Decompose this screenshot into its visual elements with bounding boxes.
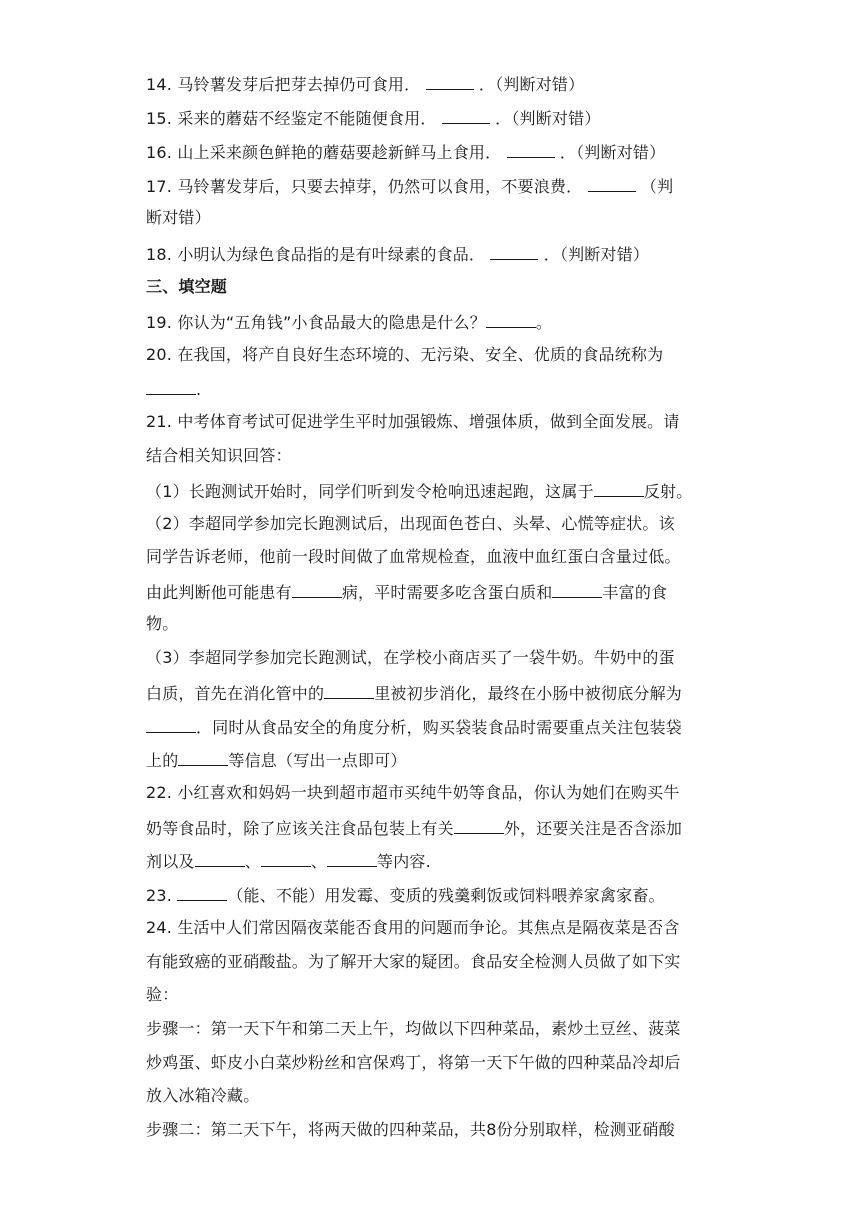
- question-21-part-2-cont: [146, 614, 178, 634]
- question-22-cont: [146, 817, 682, 839]
- answer-blank[interactable]: [588, 175, 636, 192]
- question-text: 放入冰箱冷藏。: [146, 1086, 260, 1105]
- answer-blank[interactable]: [327, 850, 377, 867]
- question-21-part-3-cont: [146, 749, 407, 771]
- question-suffix: ．同时从食品安全的角度分析，购买袋装食品时需要重点关注包装袋: [196, 718, 683, 737]
- question-text: 病，平时需要多吃含蛋白质和: [341, 583, 553, 602]
- question-18: [146, 243, 649, 265]
- question-suffix: ．（判断对错）: [489, 109, 601, 128]
- question-text: 19. 你认为“五角钱”小食品最大的隐患是什么？: [146, 313, 486, 332]
- answer-blank[interactable]: [552, 581, 602, 598]
- answer-blank[interactable]: [177, 884, 227, 901]
- question-text: 22. 小红喜欢和妈妈一块到超市超市买纯牛奶等食品，你认为她们在购买牛: [146, 783, 680, 802]
- question-21-part-3-cont: [146, 682, 682, 704]
- question-suffix: 等内容.: [377, 852, 431, 871]
- answer-blank[interactable]: [507, 141, 555, 158]
- separator: 、: [310, 852, 328, 871]
- answer-blank[interactable]: [195, 850, 245, 867]
- question-suffix: 。: [535, 313, 553, 332]
- question-text: 15. 采来的蘑菇不经鉴定不能随便食用．: [146, 109, 442, 128]
- question-suffix: ．（判断对错）: [554, 143, 666, 162]
- answer-blank[interactable]: [178, 749, 228, 766]
- question-text: 18. 小明认为绿色食品指的是有叶绿素的食品．: [146, 245, 491, 264]
- question-15: [146, 107, 601, 129]
- answer-blank[interactable]: [146, 716, 196, 733]
- question-text: 21. 中考体育考试可促进学生平时加强锻炼、增强体质，做到全面发展。请: [146, 412, 680, 431]
- question-text: 同学告诉老师，他前一段时间做了血常规检查，血液中血红蛋白含量过低。: [146, 547, 681, 566]
- question-19: [146, 311, 552, 333]
- question-text: 验：: [146, 985, 179, 1004]
- question-suffix: ．（判断对错）: [473, 75, 585, 94]
- separator: 、: [244, 852, 261, 871]
- question-text: （3）李超同学参加完长跑测试，在学校小商店买了一袋牛奶。牛奶中的蛋: [146, 648, 675, 667]
- question-text: （1）长跑测试开始时，同学们听到发令枪响迅速起跑，这属于: [146, 482, 594, 501]
- question-suffix: 外，还要关注是否含添加: [503, 819, 683, 838]
- question-text: 断对错）: [146, 208, 211, 227]
- question-21: [146, 412, 680, 432]
- question-21-part-1: [146, 480, 692, 502]
- question-text: 物。: [146, 614, 179, 633]
- question-21-part-2-cont: [146, 581, 667, 603]
- question-text: 24. 生活中人们常因隔夜菜能否食用的问题而争论。其焦点是隔夜菜是否含: [146, 918, 680, 937]
- question-suffix: 里被初步消化，最终在小肠中被彻底分解为: [374, 684, 683, 703]
- question-22: [146, 783, 680, 803]
- question-text: 14. 马铃薯发芽后把芽去掉仍可食用．: [146, 75, 426, 94]
- question-suffix: .: [196, 380, 202, 399]
- question-text: 有能致癌的亚硝酸盐。为了解开大家的疑团。食品安全检测人员做了如下实: [146, 952, 681, 971]
- section-title: 三、填空题: [146, 277, 228, 296]
- answer-blank[interactable]: [324, 682, 374, 699]
- question-20: [146, 345, 663, 365]
- answer-blank[interactable]: [442, 107, 490, 124]
- question-suffix: （判: [635, 177, 674, 196]
- answer-blank[interactable]: [426, 73, 474, 90]
- answer-blank[interactable]: [146, 378, 196, 395]
- step-1: [146, 1019, 681, 1039]
- question-text: 由此判断他可能患有: [146, 583, 292, 602]
- step-1-cont: [146, 1053, 681, 1073]
- answer-blank[interactable]: [490, 243, 538, 260]
- question-text: 步骤二：第二天下午，将两天做的四种菜品，共8份分别取样，检测亚硝酸: [146, 1120, 675, 1139]
- question-text: 17. 马铃薯发芽后，只要去掉芽，仍然可以食用，不要浪费．: [146, 177, 588, 196]
- question-suffix: 等信息（写出一点即可）: [228, 751, 407, 770]
- question-text: 23.: [146, 886, 178, 905]
- question-text: 上的: [146, 751, 179, 770]
- question-22-cont: [146, 850, 431, 872]
- question-24-cont: [146, 985, 178, 1005]
- question-text: 白质，首先在消化管中的: [146, 684, 325, 703]
- question-suffix: ．（判断对错）: [538, 245, 650, 264]
- question-14: [146, 73, 584, 95]
- question-text: 奶等食品时，除了应该关注食品包装上有关: [146, 819, 454, 838]
- question-23: [146, 884, 665, 906]
- question-text: 20. 在我国，将产自良好生态环境的、无污染、安全、优质的食品统称为: [146, 345, 664, 364]
- question-21-part-2: [146, 514, 675, 534]
- step-2: [146, 1120, 675, 1140]
- question-text: 剂以及: [146, 852, 195, 871]
- question-text: 步骤一：第一天下午和第二天上午，均做以下四种菜品，素炒土豆丝、菠菜: [146, 1019, 681, 1038]
- question-text: 结合相关知识回答：: [146, 446, 292, 465]
- section-heading: [146, 277, 227, 297]
- question-20-cont: [146, 378, 201, 400]
- step-1-cont: [146, 1086, 259, 1106]
- question-21-cont: [146, 446, 292, 466]
- question-suffix: 丰富的食: [602, 583, 668, 602]
- question-24: [146, 918, 680, 938]
- question-text: 炒鸡蛋、虾皮小白菜炒粉丝和宫保鸡丁，将第一天下午做的四种菜品冷却后: [146, 1053, 681, 1072]
- question-24-cont: [146, 952, 681, 972]
- question-21-part-3-cont: [146, 716, 682, 738]
- answer-blank[interactable]: [594, 480, 644, 497]
- question-21-part-2-cont: [146, 547, 681, 567]
- question-text: （2）李超同学参加完长跑测试后，出现面色苍白、头晕、心慌等症状。该: [146, 514, 675, 533]
- answer-blank[interactable]: [454, 817, 504, 834]
- question-16: [146, 141, 665, 163]
- answer-blank[interactable]: [486, 311, 536, 328]
- question-17-cont: [146, 208, 211, 228]
- answer-blank[interactable]: [261, 850, 311, 867]
- answer-blank[interactable]: [292, 581, 342, 598]
- question-suffix: 反射。: [643, 482, 693, 501]
- question-21-part-3: [146, 648, 675, 668]
- question-suffix: （能、不能）用发霉、变质的残羹剩饭或饲料喂养家禽家畜。: [227, 886, 665, 905]
- question-text: 16. 山上采来颜色鲜艳的蘑菇要趁新鲜马上食用．: [146, 143, 507, 162]
- question-17: [146, 175, 673, 197]
